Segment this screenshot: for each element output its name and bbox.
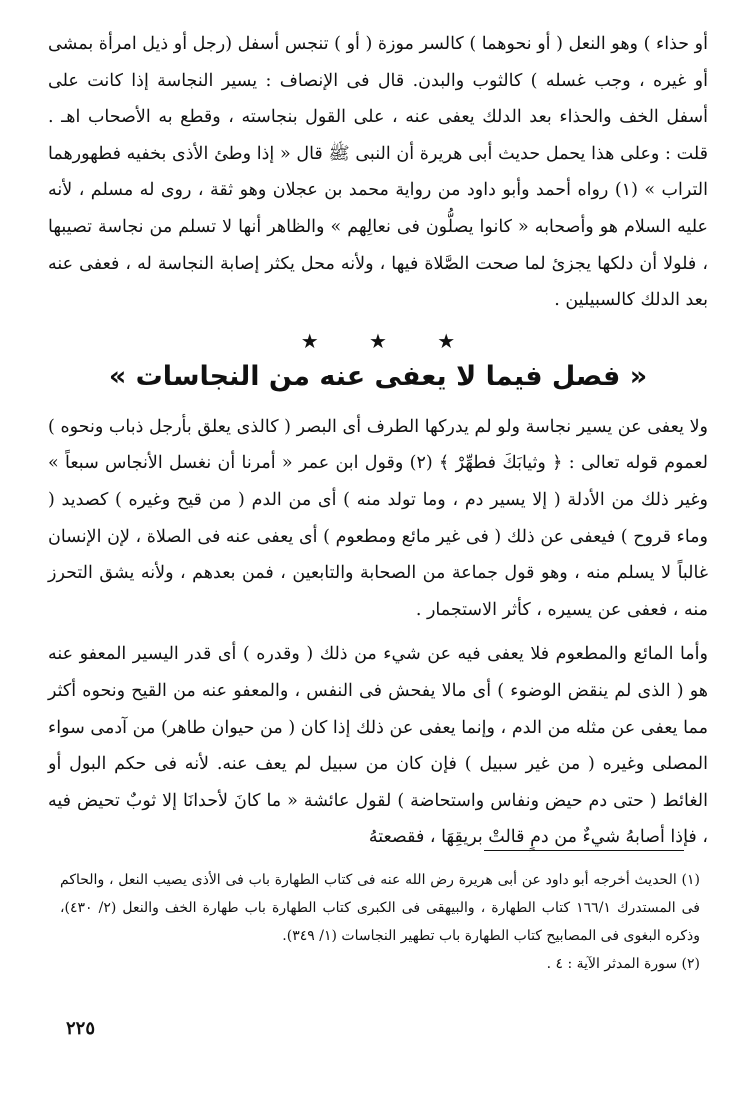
section-divider-stars: ★ ★ ★: [300, 328, 478, 353]
footnote-separator: [484, 850, 684, 851]
footnote-1: (١) الحديث أخرجه أبو داود عن أبى هريرة رض الله عنه فى كتاب الطهارة باب فى الأذى يصيب النعل ، والحاكم فى المستدرك ١٦٦/١ كتاب الطهارة ، والبيهقى فى الكبرى كتاب الطهارة باب طهارة الخف والنعل (٢/ ٤٣٠)، وذكره البغوى فى المصابيح كتاب الطهارة باب تطهير النجاسات (١/ ٣٤٩).: [60, 872, 700, 944]
paragraph-2: ولا يعفى عن يسير نجاسة ولو لم يدركها الطرف أى البصر ( كالذى يعلق بأرجل ذباب ونحوه ) لعموم قوله تعالى : ﴿ وثيابَكَ فطهِّرْ ﴾ (٢) وقول ابن عمر « أمرنا أن نغسل الأنجاس سبعاً » وغير ذلك من الأدلة ( إلا يسير دم ، وما تولد منه ) أى من الدم ( من قيح وغيره ) كصديد ( وماء قروح ) فيعفى عن ذلك ( فى غير مائع ومطعوم ) أى يعفى عنه فى الصلاة ، لإن الإنسان غالباً لا يسلم منه ، وهو قول جماعة من الصحابة والتابعين ، فمن بعدهم ، ولأنه يشق التحرز منه ، فعفى عن يسيره ، كأثر الاستجمار .: [48, 416, 709, 620]
section-heading: « فصل فيما لا يعفى عنه من النجاسات »: [108, 360, 648, 392]
page-number: ٢٢٥: [66, 1018, 96, 1039]
footnote-2: (٢) سورة المدثر الآية : ٤ .: [546, 956, 700, 972]
paragraph-1: أو حذاء ) وهو النعل ( أو نحوهما ) كالسر موزة ( أو ) تنجس أسفل (رجل أو ذيل امرأة بمشى أو غيره ، وجب غسله ) كالثوب والبدن. قال فى الإنصاف : يسير النجاسة إذا كانت على أسفل الخف والحذاء بعد الدلك يعفى عنه ، على القول بنجاسته ، وقطع به الأصحاب اهـ . قلت : وعلى هذا يحمل حديث أبى هريرة أن النبى ﷺ قال « إذا وطئ الأذى بخفيه فطهورهما التراب » (١) رواه أحمد وأبو داود من رواية محمد بن عجلان وهو ثقة ، روى له مسلم ، لأنه عليه السلام هو وأصحابه « كانوا يصلُّون فى نعالِهم » والظاهر أنها لا تسلم من نجاسة تصيبها ، فلولا أن دلكها يجزئ لما صحت الصَّلاة فيها ، ولأنه محل يكثر إصابة النجاسة له ، فعفى عنه بعد الدلك كالسبيلين .: [48, 34, 708, 311]
page-body: [48, 26, 708, 856]
footnotes: [60, 866, 700, 978]
paragraph-3: وأما المائع والمطعوم فلا يعفى فيه عن شيء من ذلك ( وقدره ) أى قدر اليسير المعفو عنه هو ( الذى لم ينقض الوضوء ) أى مالا يفحش فى النفس ، والمعفو عنه من القيح ونحوه أكثر مما يعفى عن مثله من الدم ، وإنما يعفى عن ذلك إذا كان ( من حيوان طاهر) من آدمى سواء المصلى وغيره ( من غير سبيل ) فإن كان من سبيل لم يعف عنه. لأنه فى حكم البول أو الغائط ( حتى دم حيض ونفاس واستحاضة ) لقول عائشة « ما كانَ لأحدانَا إلا ثوبٌ تحيض فيه ، فإذا أصابهُ شيءٌ من دمٍ قالتْ بريقِهَا ، فقصعتهُ: [48, 644, 708, 848]
